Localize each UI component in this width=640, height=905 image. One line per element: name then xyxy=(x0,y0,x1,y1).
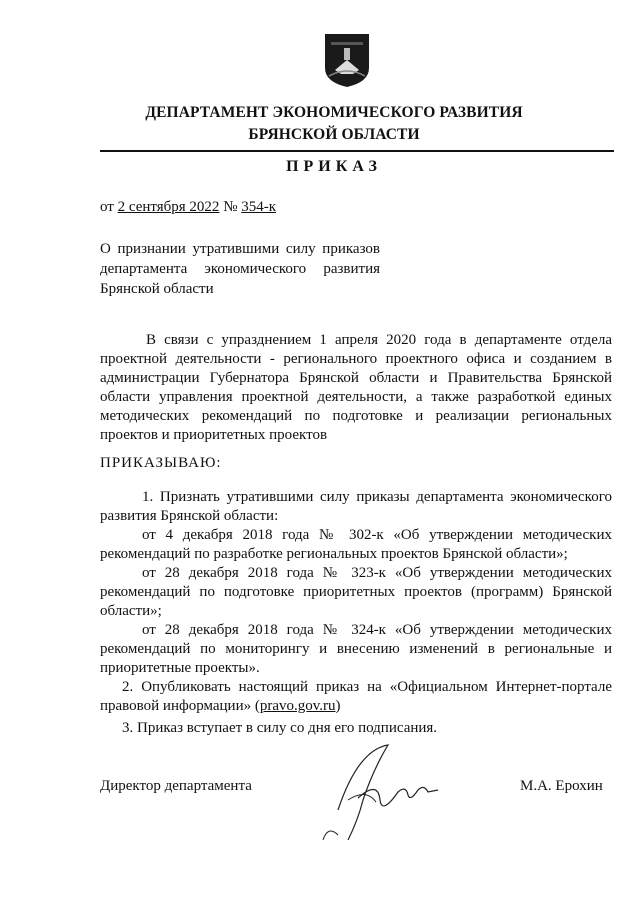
item-2 xyxy=(100,678,612,716)
document-number: 354-к xyxy=(241,199,277,215)
item-1-sub-2: от 28 декабря 2018 года № 323-к «Об утверждении методических рекомендаций по подготовке приоритетных проектов (программ) Брянской области»; xyxy=(100,565,612,619)
signer-role: Директор департамента xyxy=(100,778,252,794)
document-date: 2 сентября 2022 xyxy=(117,199,220,215)
preamble-paragraph: В связи с упразднением 1 апреля 2020 года в департаменте отдела проектной деятельности - регионального проектного офиса и созданием в администрации Губернатора Брянской области и Правительства Брянской области управления проектной деятельности, а также разработкой единых методических рекомендаций по подготовке и реализации региональных проектов и приоритетных проектов xyxy=(100,332,612,443)
item-3: 3. Приказ вступает в силу со дня его подписания. xyxy=(122,720,438,736)
signature-icon xyxy=(318,740,448,850)
item-2-text: 2. Опубликовать настоящий приказ на «Официальном Интернет-портале правовой информации» ( xyxy=(100,679,612,714)
department-name-line1: ДЕПАРТАМЕНТ ЭКОНОМИЧЕСКОГО РАЗВИТИЯ xyxy=(145,104,523,121)
number-sign: № xyxy=(223,199,238,215)
item-1-sub-3: от 28 декабря 2018 года № 324-к «Об утверждении методических рекомендаций по мониторингу и внесению изменений в региональные и приоритетные проекты». xyxy=(100,622,612,676)
item-1: 1. Признать утратившими силу приказы департамента экономического развития Брянской области: xyxy=(100,489,612,524)
dateline-prefix: от xyxy=(100,199,114,215)
signer-name: М.А. Ерохин xyxy=(520,778,603,794)
item-1-sub-1: от 4 декабря 2018 года № 302-к «Об утверждении методических рекомендаций по разработке региональных проектов Брянской области»; xyxy=(100,527,612,562)
department-name-line2: БРЯНСКОЙ ОБЛАСТИ xyxy=(248,126,420,143)
item-2-suffix: ) xyxy=(335,698,341,714)
pravo-link[interactable]: pravo.gov.ru xyxy=(259,698,336,714)
order-items xyxy=(100,488,612,738)
document-type-title: ПРИКАЗ xyxy=(286,158,382,175)
order-heading: ПРИКАЗЫВАЮ: xyxy=(100,455,222,471)
dateline xyxy=(100,199,276,216)
document-subject: О признании утратившими силу приказов департамента экономического развития Брянской области xyxy=(100,241,380,297)
coat-of-arms-icon xyxy=(323,30,371,88)
header-divider xyxy=(100,150,614,152)
